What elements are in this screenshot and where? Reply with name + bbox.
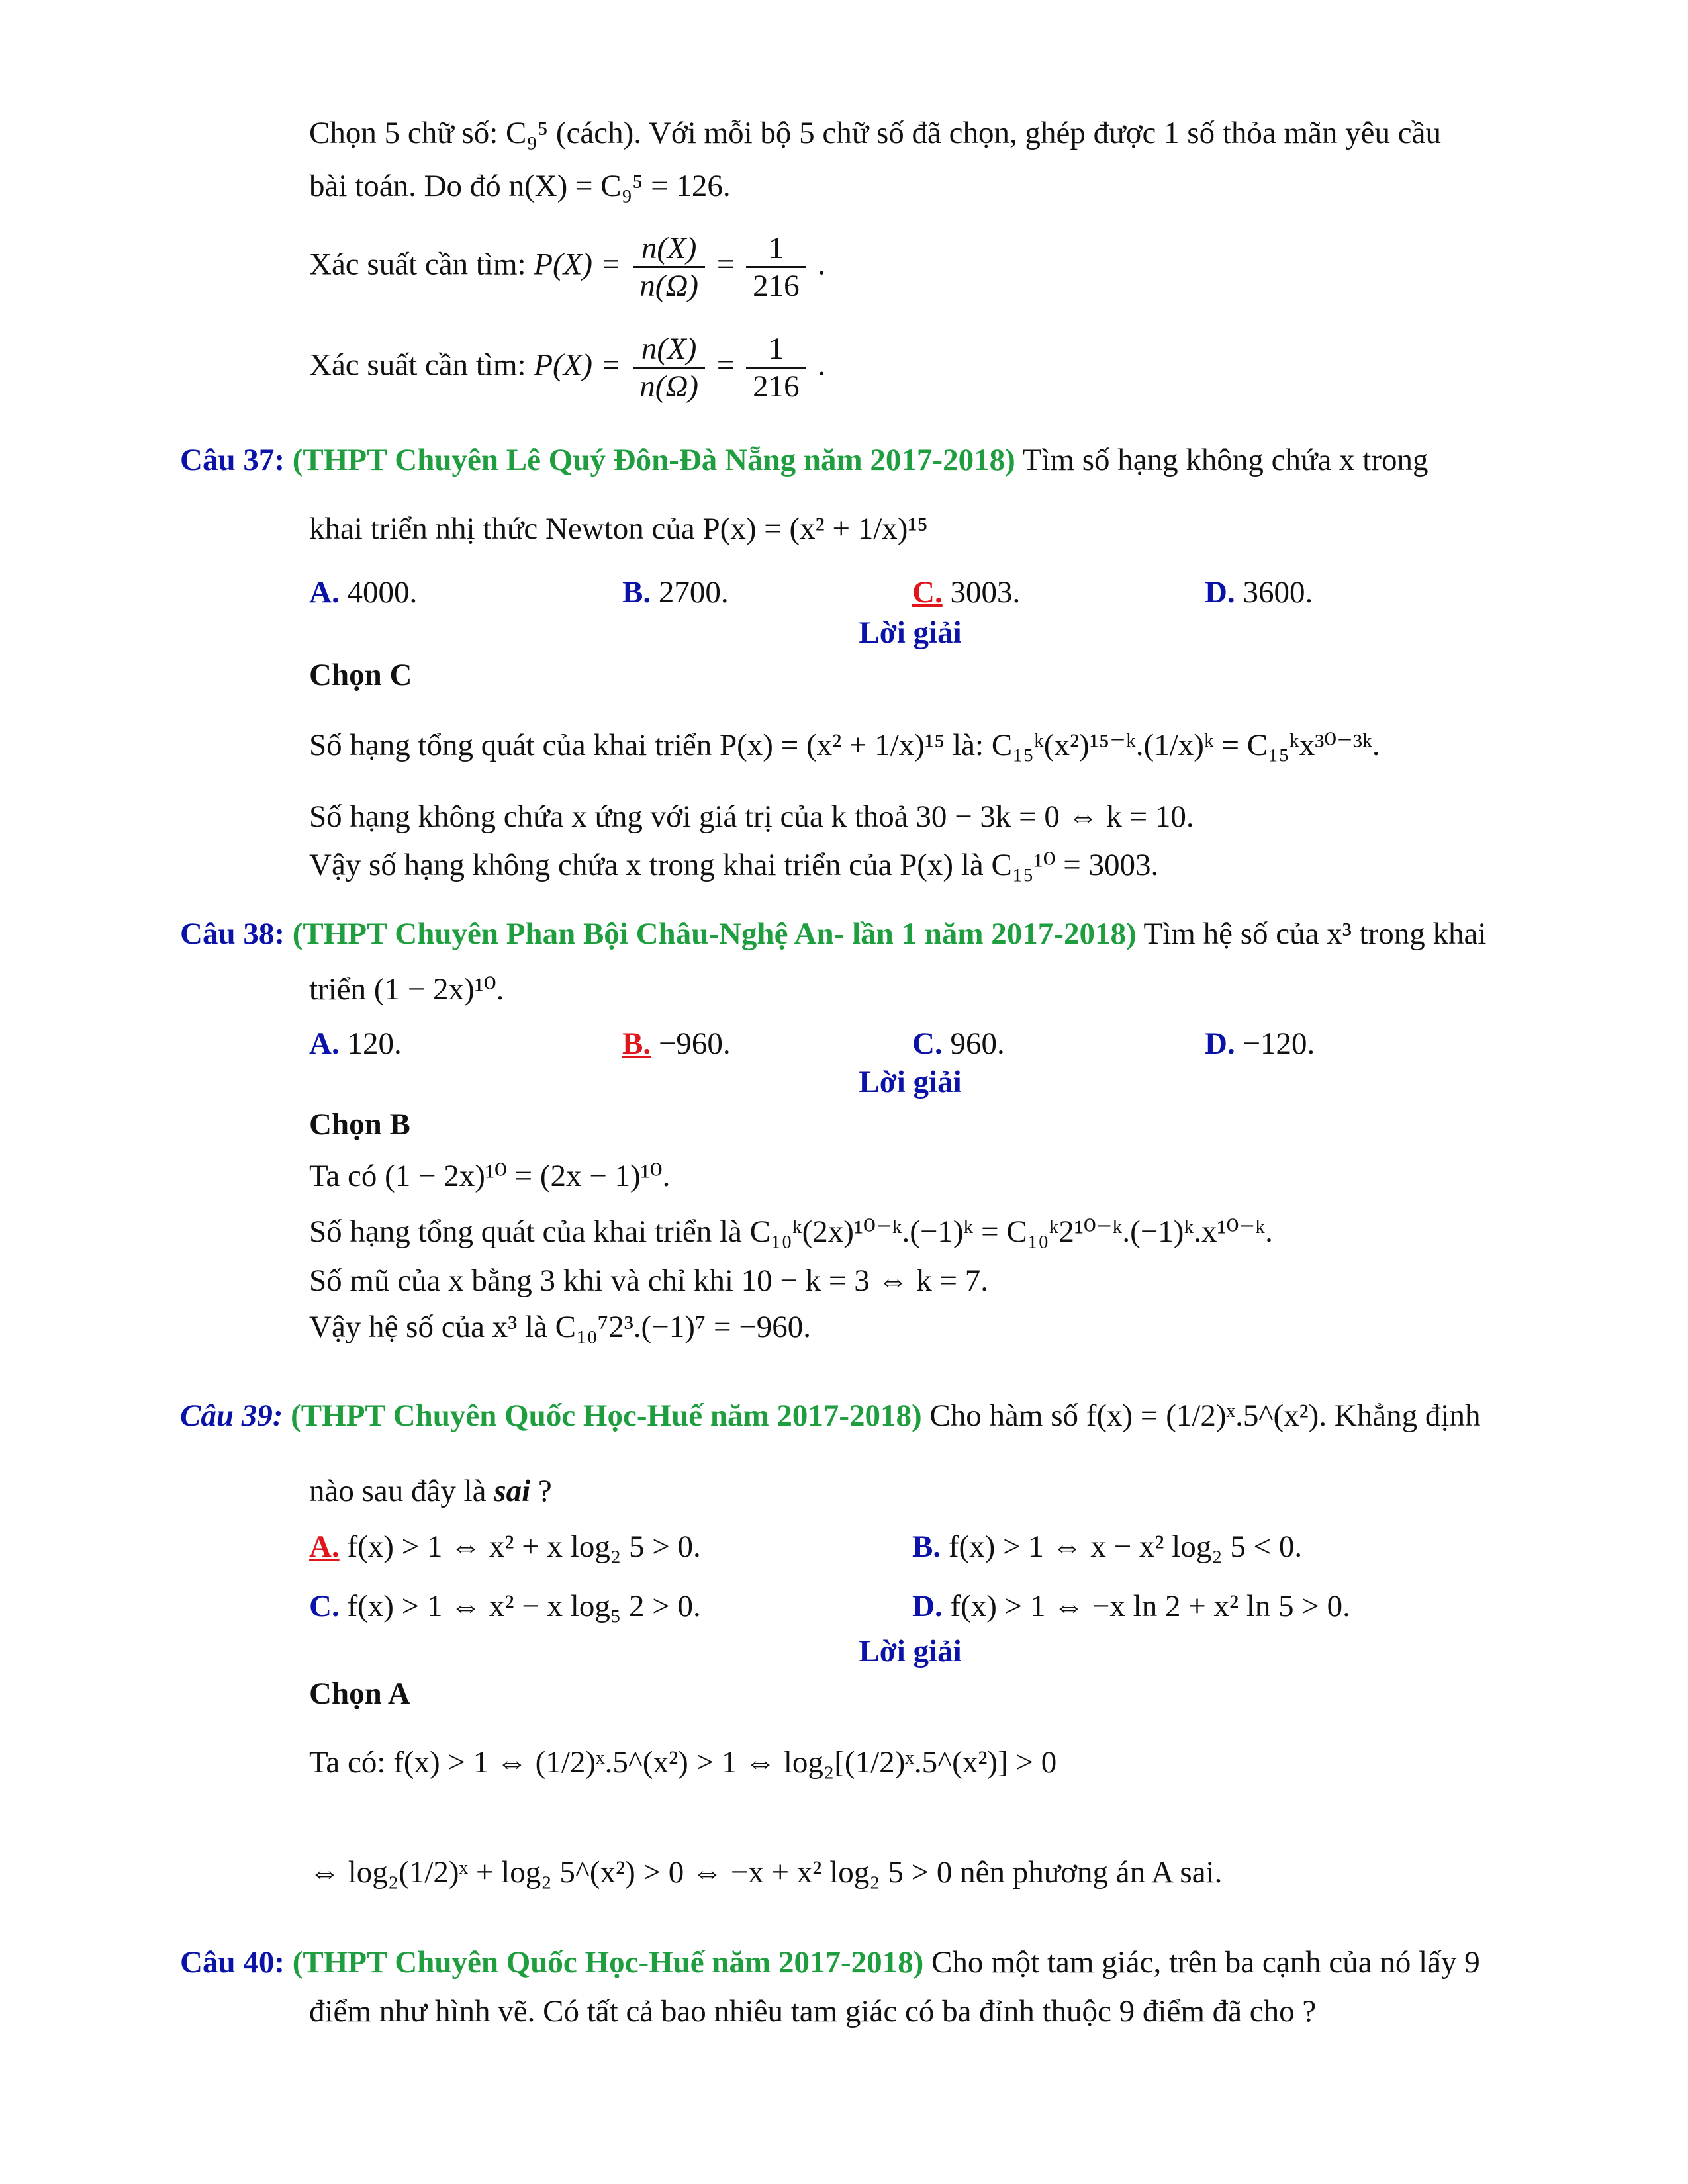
question-37-solution-3: Vậy số hạng không chứa x trong khai triển của P(x) là C₁₅¹⁰ = 3003.: [309, 848, 1159, 882]
fraction-denominator: n(Ω): [639, 269, 699, 303]
question-37-text-2: khai triển nhị thức Newton của P(x) = (x² + 1/x)¹⁵: [309, 512, 928, 546]
question-39-option-d: D. f(x) > 1 ⇔ −x ln 2 + x² ln 5 > 0.: [912, 1589, 1350, 1623]
equals-sign: =: [716, 347, 735, 383]
question-37-solution-2: Số hạng không chứa x ứng với giá trị của k thoả 30 − 3k = 0 ⇔ k = 10.: [309, 799, 1194, 834]
question-text: Tìm hệ số của x³ trong khai: [1136, 917, 1487, 951]
question-38-text-2: triển (1 − 2x)¹⁰.: [309, 972, 504, 1007]
fraction-denominator: 216: [753, 369, 800, 404]
question-number: Câu 37:: [180, 443, 285, 477]
question-39-option-a-correct: A. f(x) > 1 ⇔ x² + x log₂ 5 > 0.: [309, 1529, 701, 1564]
fraction-1-216: [746, 230, 806, 304]
question-39-solution-title: Lời giải: [859, 1634, 962, 1668]
question-38-solution-3: Số mũ của x bằng 3 khi và chỉ khi 10 − k = 3 ⇔ k = 7.: [309, 1263, 988, 1298]
question-text: Cho hàm số f(x) = (1/2)ˣ.5^(x²). Khẳng định: [921, 1398, 1481, 1433]
fraction-denominator: n(Ω): [639, 369, 699, 404]
fraction-numerator: n(X): [633, 230, 705, 268]
question-37-choice: Chọn C: [309, 658, 412, 692]
probability-line-2: [309, 331, 825, 404]
probability-lhs: P(X) =: [534, 347, 622, 383]
question-37-option-c-correct: C. 3003.: [912, 575, 1021, 610]
question-source: (THPT Chuyên Lê Quý Đôn-Đà Nẵng năm 2017-2018): [292, 443, 1015, 477]
question-38-solution-1: Ta có (1 − 2x)¹⁰ = (2x − 1)¹⁰.: [309, 1159, 671, 1193]
question-39-solution-2: ⇔ log₂(1/2)ˣ + log₂ 5^(x²) > 0 ⇔ −x + x² log₂ 5 > 0 nên phương án A sai.: [309, 1855, 1223, 1889]
emphasis-wrong: sai: [494, 1474, 531, 1508]
question-39-option-c: C. f(x) > 1 ⇔ x² − x log₅ 2 > 0.: [309, 1589, 701, 1623]
question-39-header: [180, 1396, 1480, 1435]
question-38-choice: Chọn B: [309, 1107, 410, 1142]
question-number: Câu 38:: [180, 917, 285, 951]
question-40-text-2: điểm như hình vẽ. Có tất cả bao nhiêu tam giác có ba đỉnh thuộc 9 điểm đã cho ?: [309, 1994, 1317, 2028]
period: .: [818, 347, 826, 383]
question-37-option-a: A. 4000.: [309, 575, 418, 610]
fraction-numerator: 1: [746, 331, 806, 369]
question-source: (THPT Chuyên Quốc Học-Huế năm 2017-2018): [292, 1945, 924, 1979]
question-38-option-c: C. 960.: [912, 1026, 1005, 1061]
question-37-solution-1: Số hạng tổng quát của khai triển P(x) = (x² + 1/x)¹⁵ là: C₁₅ᵏ(x²)¹⁵⁻ᵏ.(1/x)ᵏ = C₁₅ᵏx³⁰⁻³ᵏ.: [309, 728, 1380, 762]
text-line-choose-digits: Chọn 5 chữ số: C₉⁵ (cách). Với mỗi bộ 5 chữ số đã chọn, ghép được 1 số thỏa mãn yêu cầu: [309, 116, 1442, 150]
question-number: Câu 40:: [180, 1945, 285, 1979]
text-line-count: bài toán. Do đó n(X) = C₉⁵ = 126.: [309, 169, 731, 203]
fraction-numerator: 1: [746, 230, 806, 268]
fraction-numerator: n(X): [633, 331, 705, 369]
question-37-option-d: D. 3600.: [1205, 575, 1313, 610]
probability-line-1: [309, 230, 825, 304]
period: .: [818, 247, 826, 282]
question-text: Tìm số hạng không chứa x trong: [1015, 443, 1429, 477]
question-38-solution-title: Lời giải: [859, 1065, 962, 1099]
question-39-text-2: nào sau đây là sai ?: [309, 1474, 552, 1508]
question-38-solution-2: Số hạng tổng quát của khai triển là C₁₀ᵏ(2x)¹⁰⁻ᵏ.(−1)ᵏ = C₁₀ᵏ2¹⁰⁻ᵏ.(−1)ᵏ.x¹⁰⁻ᵏ.: [309, 1214, 1273, 1249]
probability-prefix: Xác suất cần tìm:: [309, 347, 534, 383]
question-38-option-d: D. −120.: [1205, 1026, 1315, 1061]
question-38-option-a: A. 120.: [309, 1026, 402, 1061]
question-source: (THPT Chuyên Phan Bội Châu-Nghệ An- lần 1 năm 2017-2018): [292, 917, 1137, 951]
question-38-solution-4: Vậy hệ số của x³ là C₁₀⁷2³.(−1)⁷ = −960.: [309, 1310, 811, 1344]
probability-prefix: Xác suất cần tìm:: [309, 247, 534, 282]
question-37-header: [180, 441, 1429, 479]
probability-lhs: P(X) =: [534, 247, 622, 282]
equals-sign: =: [716, 247, 735, 282]
question-text: Cho một tam giác, trên ba cạnh của nó lấy 9: [923, 1945, 1480, 1979]
question-source: (THPT Chuyên Quốc Học-Huế năm 2017-2018): [291, 1398, 922, 1433]
question-40-header: [180, 1943, 1480, 1981]
fraction-denominator: 216: [753, 269, 800, 303]
question-39-option-b: B. f(x) > 1 ⇔ x − x² log₂ 5 < 0.: [912, 1529, 1303, 1564]
question-number: Câu 39:: [180, 1398, 283, 1433]
question-39-solution-1: Ta có: f(x) > 1 ⇔ (1/2)ˣ.5^(x²) > 1 ⇔ log₂[(1/2)ˣ.5^(x²)] > 0: [309, 1745, 1057, 1780]
question-38-header: [180, 915, 1486, 953]
question-38-option-b-correct: B. −960.: [622, 1026, 731, 1061]
fraction-n-x-n-omega: [633, 230, 705, 304]
fraction-n-x-n-omega: [633, 331, 705, 404]
question-39-choice: Chọn A: [309, 1676, 410, 1711]
question-37-solution-title: Lời giải: [859, 615, 962, 650]
fraction-1-216: [746, 331, 806, 404]
question-37-option-b: B. 2700.: [622, 575, 729, 610]
